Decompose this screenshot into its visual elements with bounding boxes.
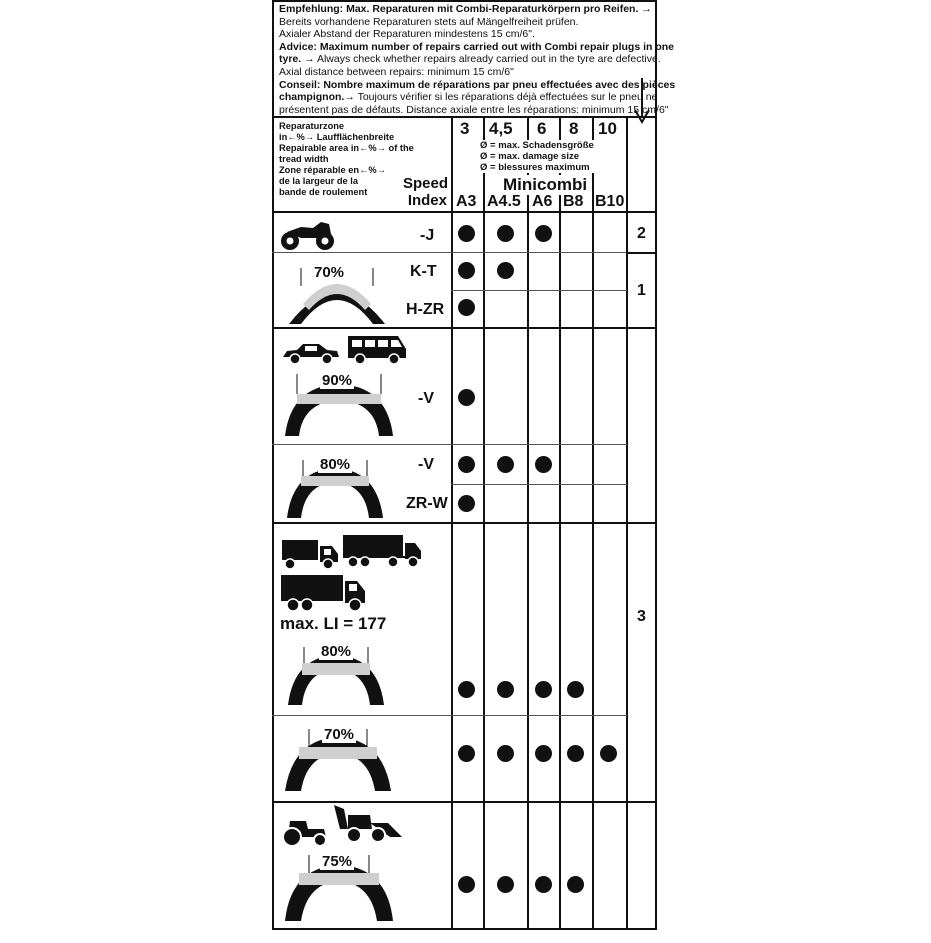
label-line-car — [272, 444, 451, 445]
speed-index-label — [403, 175, 447, 209]
van-icon — [346, 333, 410, 365]
index-word: Index — [407, 192, 447, 209]
dot-v80-a45 — [497, 456, 514, 473]
area-line-3: Repairable area in←%→ of the — [279, 143, 414, 153]
grid-vline-3 — [559, 116, 561, 930]
header-vline — [451, 116, 453, 211]
model-a4-5: A4.5 — [487, 193, 521, 210]
trailer-truck-icon — [341, 533, 423, 569]
speed-v-90: -V — [418, 390, 434, 407]
tread-pct-car90: 90% — [322, 372, 353, 389]
dot-t80-a6 — [535, 681, 552, 698]
dot-agri-a6 — [535, 876, 552, 893]
section-line-2 — [272, 522, 657, 524]
speed-v-80: -V — [418, 456, 434, 473]
count-line-2 — [626, 327, 657, 329]
dot-agri-a3 — [458, 876, 475, 893]
note-en-line3: Axial distance between repairs: minimum 15 cm/6" — [279, 65, 514, 78]
dot-t70-b10 — [600, 745, 617, 762]
repair-area-label — [279, 121, 414, 198]
legend-en: Ø = max. damage size — [480, 151, 580, 162]
model-a6: A6 — [532, 193, 553, 210]
area-line-1: Reparaturzone — [279, 121, 345, 131]
truck-icon — [280, 538, 340, 570]
dot-v80-a6 — [535, 456, 552, 473]
size-10: 10 — [598, 119, 617, 138]
speed-kt: K-T — [410, 263, 437, 280]
motorcycle-icon — [279, 218, 339, 252]
header-bottom-line — [272, 211, 657, 213]
model-b8: B8 — [563, 193, 584, 210]
note-de-line2: Bereits vorhandene Reparaturen stets auf Mängelfreiheit prüfen. — [279, 15, 579, 28]
row-line-b — [451, 290, 627, 291]
loader-icon — [330, 801, 410, 845]
size-4-5: 4,5 — [489, 119, 513, 138]
tractor-icon — [280, 815, 330, 847]
tread-pct-car80: 80% — [320, 456, 351, 473]
repair-count-other: 3 — [637, 608, 646, 625]
dot-t70-a45 — [497, 745, 514, 762]
note-en-tyre: tyre. → — [279, 53, 315, 66]
dot-zrw-a3 — [458, 495, 475, 512]
size-8: 8 — [569, 119, 579, 138]
product-name: Minicombi — [503, 175, 588, 194]
grid-vline-2 — [527, 116, 529, 930]
grid-vline-1 — [483, 116, 485, 930]
dot-t70-a3 — [458, 745, 475, 762]
row-line-d — [451, 484, 627, 485]
notes-block — [279, 3, 675, 116]
label-line-moto — [272, 252, 451, 253]
tread-pct-truck70: 70% — [324, 726, 355, 743]
row-line-e — [451, 715, 627, 716]
area-line-6: de la largeur de la — [279, 176, 359, 186]
count-line-1 — [626, 252, 657, 254]
tread-pct-moto: 70% — [314, 264, 345, 281]
note-fr-line2: Toujours vérifier si les réparations déjà effectuées sur le pneu ne — [357, 91, 658, 104]
dot-t70-a6 — [535, 745, 552, 762]
dot-j-a45 — [497, 225, 514, 242]
dot-j-a3 — [458, 225, 475, 242]
dot-hzr-a3 — [458, 299, 475, 316]
legend-de: Ø = max. Schadensgröße — [480, 140, 594, 151]
area-line-2: in←%→ Laufflächenbreite — [279, 132, 395, 142]
section-line-1 — [272, 327, 657, 329]
tread-pct-agri: 75% — [322, 853, 353, 870]
car-icon — [281, 343, 341, 365]
note-fr-line3: présentent pas de défauts. Distance axiale entre les réparations: minimum 15 cm/6" — [279, 103, 669, 116]
speed-j: -J — [420, 227, 435, 244]
truck-load-index: max. LI = 177 — [280, 614, 387, 633]
dot-t70-b8 — [567, 745, 584, 762]
header-top-line — [272, 116, 657, 118]
damage-legend — [480, 140, 594, 173]
repair-count-moto: 2 — [637, 225, 646, 242]
label-line-truck — [272, 715, 451, 716]
dot-t80-a3 — [458, 681, 475, 698]
tread-pct-truck80: 80% — [321, 643, 352, 660]
heavy-truck-icon — [279, 573, 371, 613]
grid-vline-0 — [451, 116, 453, 930]
grid-vline-5 — [626, 116, 628, 930]
note-fr-champignon: champignon.→ — [279, 91, 355, 104]
dot-j-a6 — [535, 225, 552, 242]
note-en-line2: Always check whether repairs already carried out in the tyre are defective. — [316, 53, 661, 66]
row-line-c — [451, 444, 627, 445]
dot-agri-a45 — [497, 876, 514, 893]
dot-agri-b8 — [567, 876, 584, 893]
note-fr-title: Conseil: Nombre maximum de réparations par pneu effectuées avec des pièces — [279, 78, 676, 91]
size-6: 6 — [537, 119, 547, 138]
note-en-title: Advice: Maximum number of repairs carried out with Combi repair plugs in one — [279, 40, 674, 53]
speed-word: Speed — [403, 175, 449, 192]
dot-t80-a45 — [497, 681, 514, 698]
speed-hzr: H-ZR — [406, 301, 445, 318]
area-line-7: bande de roulement — [279, 187, 368, 197]
note-de-line3: Axialer Abstand der Reparaturen mindestens 15 cm/6". — [279, 28, 535, 41]
legend-fr: Ø = blessures maximum — [480, 162, 590, 173]
model-b10: B10 — [595, 193, 625, 210]
dot-kt-a45 — [497, 262, 514, 279]
note-de-title: Empfehlung: Max. Reparaturen mit Combi-Reparaturkörpern pro Reifen. → — [279, 3, 652, 15]
dot-kt-a3 — [458, 262, 475, 279]
dot-t80-b8 — [567, 681, 584, 698]
grid-vline-4 — [592, 116, 594, 930]
area-line-5: Zone réparable en←%→ — [279, 165, 386, 175]
speed-zrw: ZR-W — [406, 495, 448, 512]
model-a3: A3 — [456, 193, 477, 210]
area-line-4: tread width — [279, 154, 329, 164]
size-3: 3 — [460, 119, 470, 138]
dot-v80-a3 — [458, 456, 475, 473]
dot-v90-a3 — [458, 389, 475, 406]
repair-count-moto-sport: 1 — [637, 282, 646, 299]
